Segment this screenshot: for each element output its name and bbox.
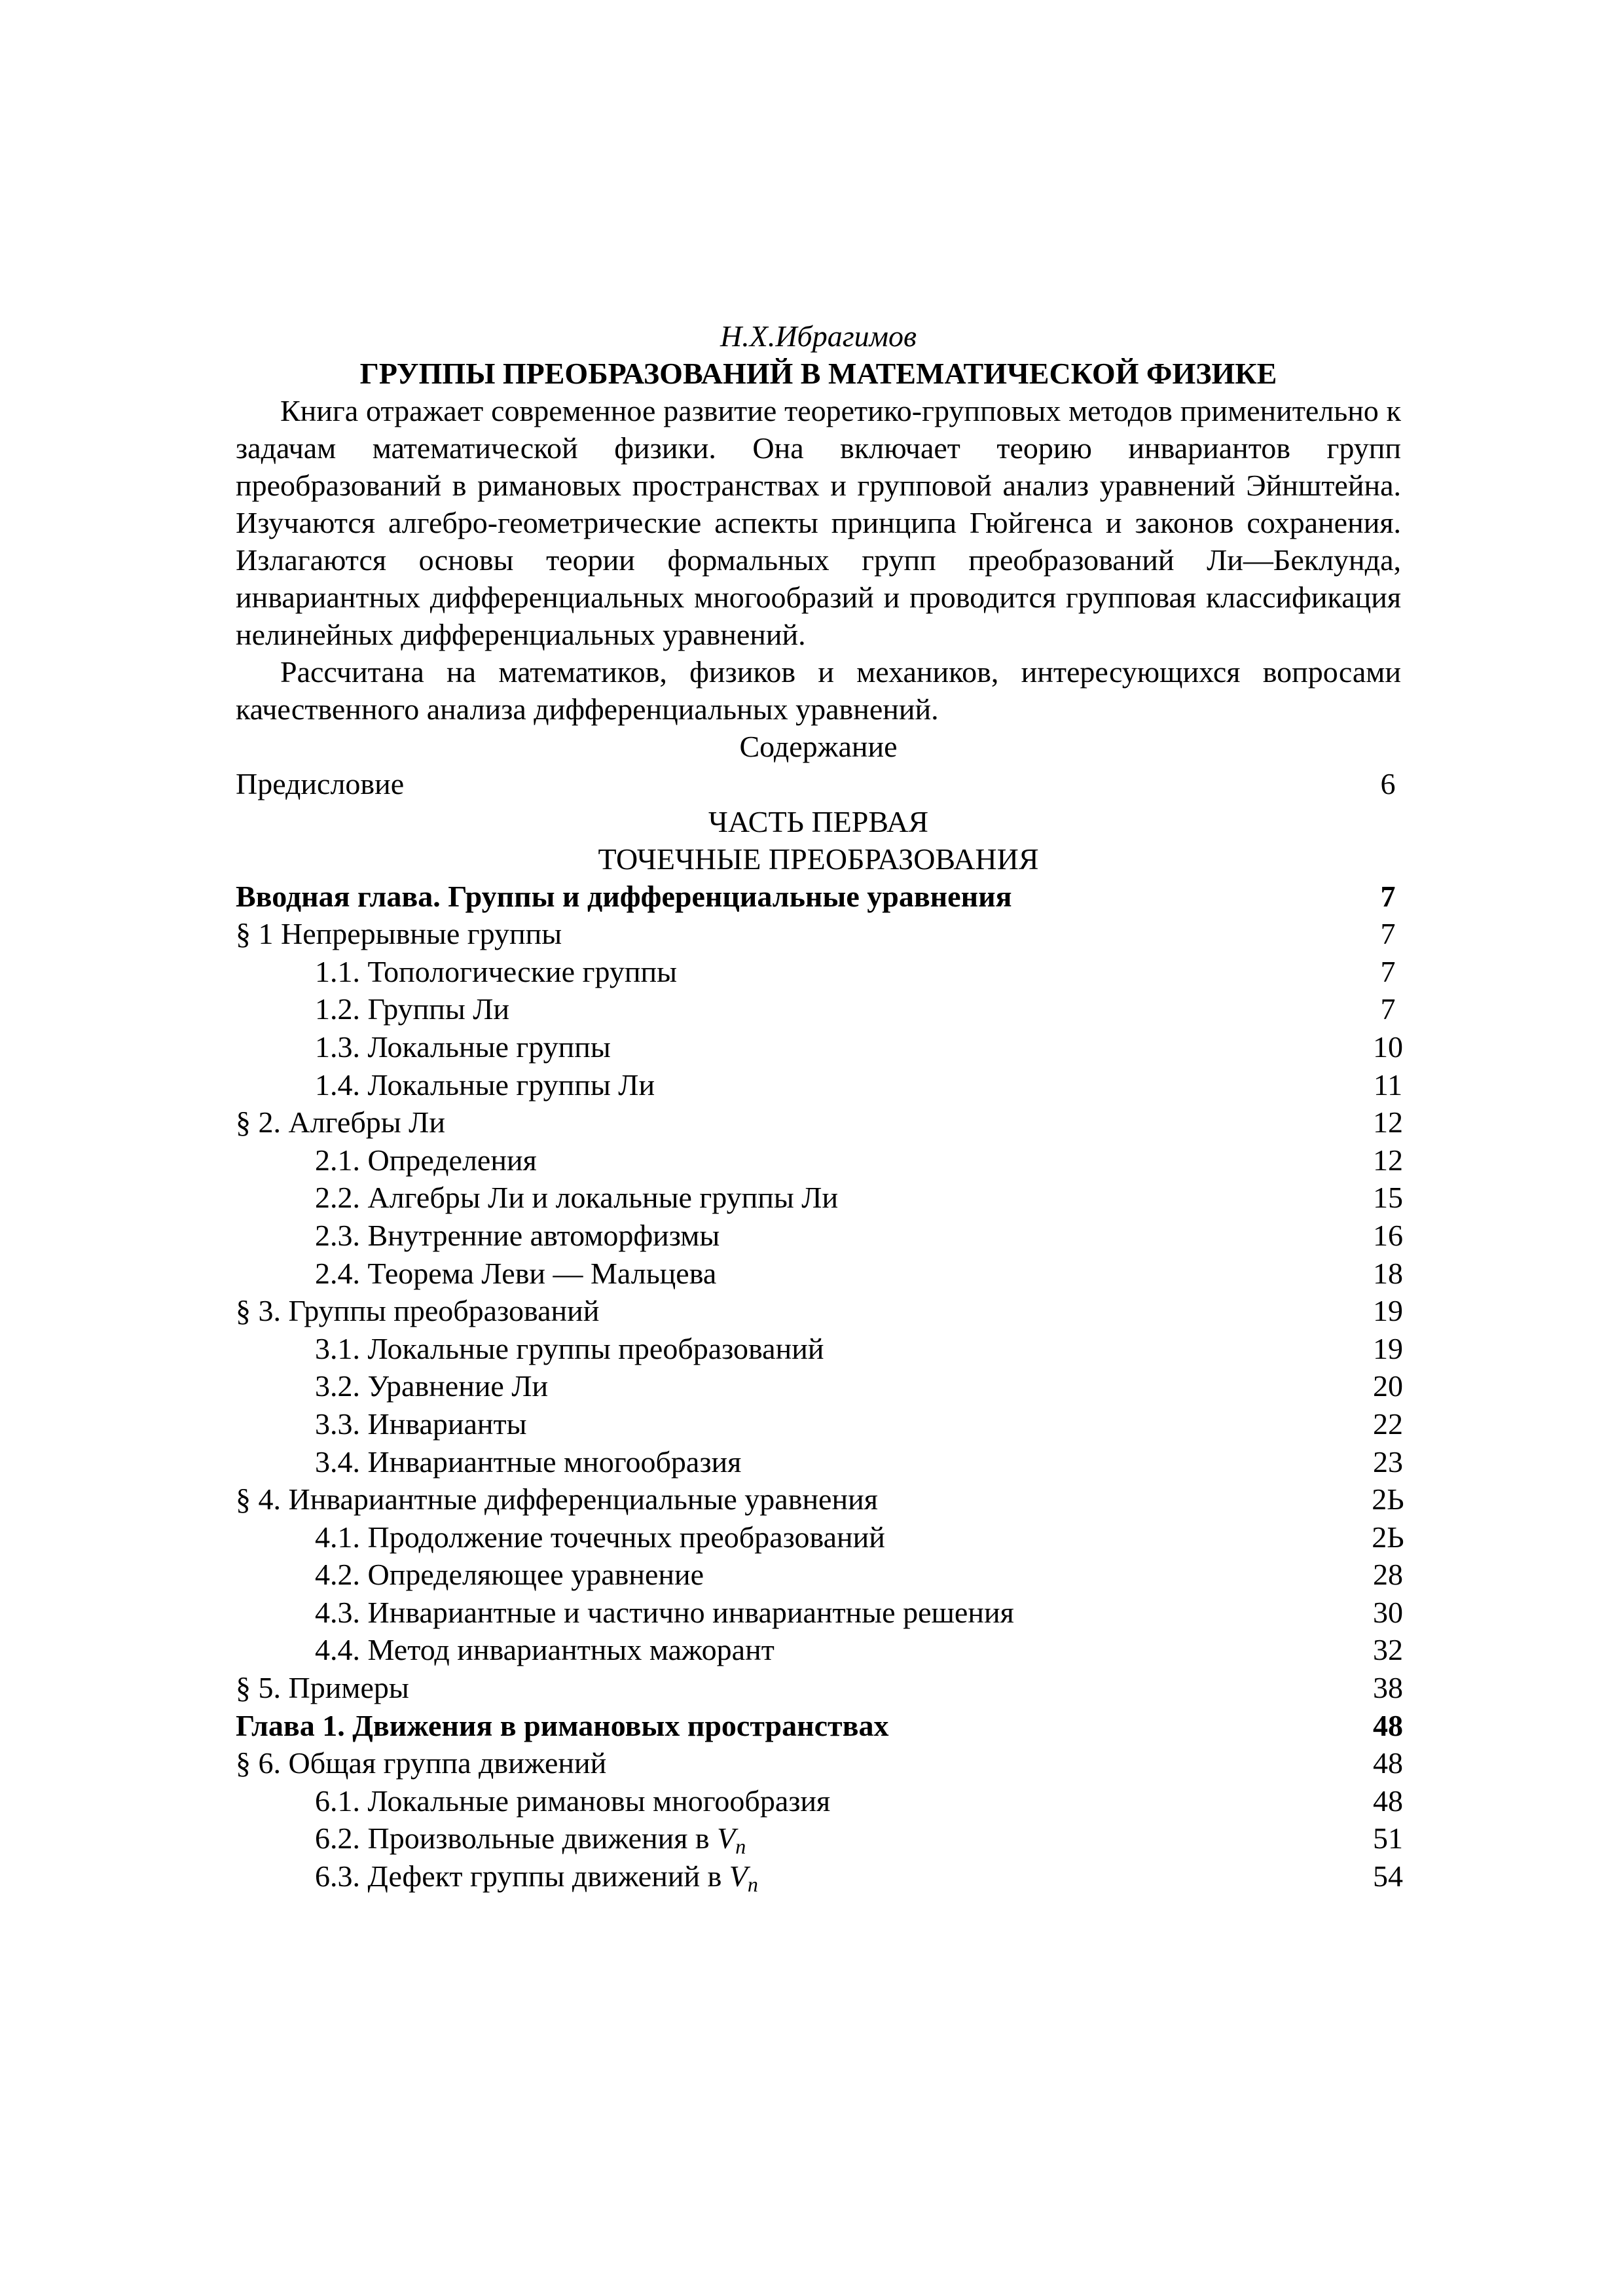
toc-subsection [236, 1367, 1401, 1405]
toc-subsection [236, 1820, 1401, 1857]
toc-entry-text: § 1 Непрерывные группы [236, 917, 562, 951]
toc-entry-page: 51 [1373, 1821, 1403, 1856]
toc-section [236, 915, 1401, 953]
toc-entry-text-with-formula [315, 1857, 758, 1903]
toc-entry-page: 7 [1380, 954, 1396, 988]
toc-entry-text: 4.2. Определяющее уравнение [315, 1558, 704, 1592]
toc-chapter [236, 878, 1401, 916]
toc-entry-text: 6.1. Локальные римановы многообразия [315, 1784, 831, 1818]
toc-subsection [236, 1255, 1401, 1293]
toc-entry-page: 19 [1373, 1331, 1403, 1365]
toc-entry-page: 28 [1373, 1558, 1403, 1592]
toc-entry-page: 12 [1373, 1105, 1403, 1139]
toc-entry-text: § 5. Примеры [236, 1671, 409, 1705]
toc-entry-text: 3.4. Инвариантные многообразия [315, 1444, 742, 1479]
toc-entry-page: 6 [1380, 767, 1396, 800]
toc-entry-page: 48 [1373, 1784, 1403, 1818]
toc-section [236, 1480, 1404, 1518]
toc-entry-page: 7 [1380, 992, 1396, 1026]
toc-subsection [236, 1443, 1401, 1481]
space-index: n [735, 1835, 746, 1859]
toc-entry-page: 38 [1373, 1671, 1403, 1705]
toc-entry-page: 12 [1373, 1143, 1403, 1177]
toc-entry-text: Вводная глава. Группы и дифференциальные уравнения [236, 879, 1012, 913]
toc-entry-text: 1.2. Группы Ли [315, 992, 510, 1026]
abstract-paragraph-1: Книга отражает современное развитие теоретико-групповых методов применительно к задачам математической физики. Она включает теорию инвариантов групп преобразований в римановых пространствах и групповой анализ уравнений Эйнштейна. Изучаются алгебро-геометрические аспекты принципа Гюйгенса и законов сохранения. Излагаются основы теории формальных групп преобразований Ли—Беклунда, инвариантных дифференциальных многообразий и проводится групповая классификация нелинейных дифференциальных уравнений. [236, 394, 1401, 651]
toc-entry-text: 4.3. Инвариантные и частично инвариантные решения [315, 1595, 1014, 1629]
toc-subsection [236, 1857, 1401, 1895]
table-of-contents [236, 878, 1404, 1897]
toc-subsection [236, 1066, 1401, 1104]
toc-entry-text: 2.1. Определения [315, 1143, 537, 1177]
toc-entry-text: 6.3. Дефект группы движений в [315, 1859, 722, 1893]
toc-subsection [236, 953, 1401, 991]
toc-entry-text: § 3. Группы преобразований [236, 1294, 600, 1328]
toc-preface [236, 765, 1401, 803]
toc-entry-text: 4.4. Метод инвариантных мажорант [315, 1633, 775, 1667]
toc-entry-page: 2Ь [1372, 1520, 1404, 1554]
toc-subsection [236, 1028, 1401, 1066]
toc-entry-page: 20 [1373, 1369, 1403, 1403]
toc-entry-text: Глава 1. Движения в римановых пространствах [236, 1708, 889, 1742]
toc-entry-text: 2.4. Теорема Леви — Мальцева [315, 1256, 717, 1290]
space-symbol: V [729, 1859, 748, 1893]
book-title: ГРУППЫ ПРЕОБРАЗОВАНИЙ В МАТЕМАТИЧЕСКОЙ ФИЗИКЕ [359, 357, 1277, 390]
toc-entry-page: 19 [1373, 1294, 1403, 1328]
part-title: ТОЧЕЧНЫЕ ПРЕОБРАЗОВАНИЯ [598, 842, 1039, 876]
toc-entry-text: 6.2. Произвольные движения в [315, 1821, 710, 1856]
toc-entry-page: 23 [1373, 1444, 1403, 1479]
toc-subsection [236, 1141, 1401, 1179]
space-symbol: V [717, 1821, 736, 1856]
toc-section [236, 1669, 1401, 1707]
toc-subsection [236, 990, 1401, 1028]
toc-entry-page: 15 [1373, 1181, 1403, 1215]
page-content [236, 317, 1404, 1897]
toc-subsection [236, 1594, 1401, 1632]
toc-entry-page: 18 [1373, 1256, 1403, 1290]
abstract-paragraph-2: Рассчитана на математиков, физиков и механиков, интересующихся вопросами качественного анализа дифференциальных уравнений. [236, 655, 1401, 726]
toc-entry-text: 3.1. Локальные группы преобразований [315, 1331, 824, 1365]
toc-subsection [236, 1217, 1401, 1255]
toc-entry-text: 2.2. Алгебры Ли и локальные группы Ли [315, 1181, 839, 1215]
toc-subsection [236, 1782, 1401, 1820]
space-index: n [747, 1873, 758, 1897]
toc-entry-text: 4.1. Продолжение точечных преобразований [315, 1520, 885, 1554]
toc-subsection [236, 1556, 1401, 1594]
toc-entry-page: 32 [1373, 1633, 1403, 1667]
toc-entry-text: 1.1. Топологические группы [315, 954, 677, 988]
toc-entry-text: 2.3. Внутренние автоморфизмы [315, 1218, 720, 1252]
toc-section [236, 1744, 1401, 1782]
toc-entry-text: § 6. Общая группа движений [236, 1746, 607, 1780]
toc-section [236, 1292, 1401, 1330]
toc-entry-page: 54 [1373, 1859, 1403, 1893]
author: Н.Х.Ибрагимов [720, 319, 917, 353]
toc-entry-page: 7 [1380, 917, 1396, 951]
toc-entry-text: 1.3. Локальные группы [315, 1030, 611, 1064]
toc-entry-page: 11 [1373, 1067, 1403, 1102]
toc-entry-page: 2Ь [1372, 1482, 1404, 1516]
toc-subsection [236, 1405, 1401, 1443]
contents-heading: Содержание [739, 730, 898, 763]
toc-entry-page: 16 [1373, 1218, 1403, 1252]
toc-chapter [236, 1707, 1401, 1745]
toc-entry-page: 30 [1373, 1595, 1403, 1629]
toc-entry-text: Предисловие [236, 767, 405, 800]
toc-entry-page: 7 [1380, 879, 1396, 913]
toc-entry-text: 3.2. Уравнение Ли [315, 1369, 549, 1403]
toc-section [236, 1103, 1401, 1141]
toc-subsection [236, 1179, 1401, 1217]
toc-entry-text: 3.3. Инварианты [315, 1407, 527, 1441]
toc-subsection [236, 1631, 1401, 1669]
toc-entry-page: 22 [1373, 1407, 1403, 1441]
toc-subsection [236, 1518, 1404, 1556]
toc-entry-page: 48 [1373, 1708, 1403, 1742]
toc-entry-text: § 4. Инвариантные дифференциальные уравнения [236, 1482, 878, 1516]
toc-entry-text: § 2. Алгебры Ли [236, 1105, 445, 1139]
toc-entry-page: 48 [1373, 1746, 1403, 1780]
part-label: ЧАСТЬ ПЕРВАЯ [708, 804, 929, 838]
toc-entry-page: 10 [1373, 1030, 1403, 1064]
toc-entry-text: 1.4. Локальные группы Ли [315, 1067, 655, 1102]
toc-subsection [236, 1330, 1401, 1368]
